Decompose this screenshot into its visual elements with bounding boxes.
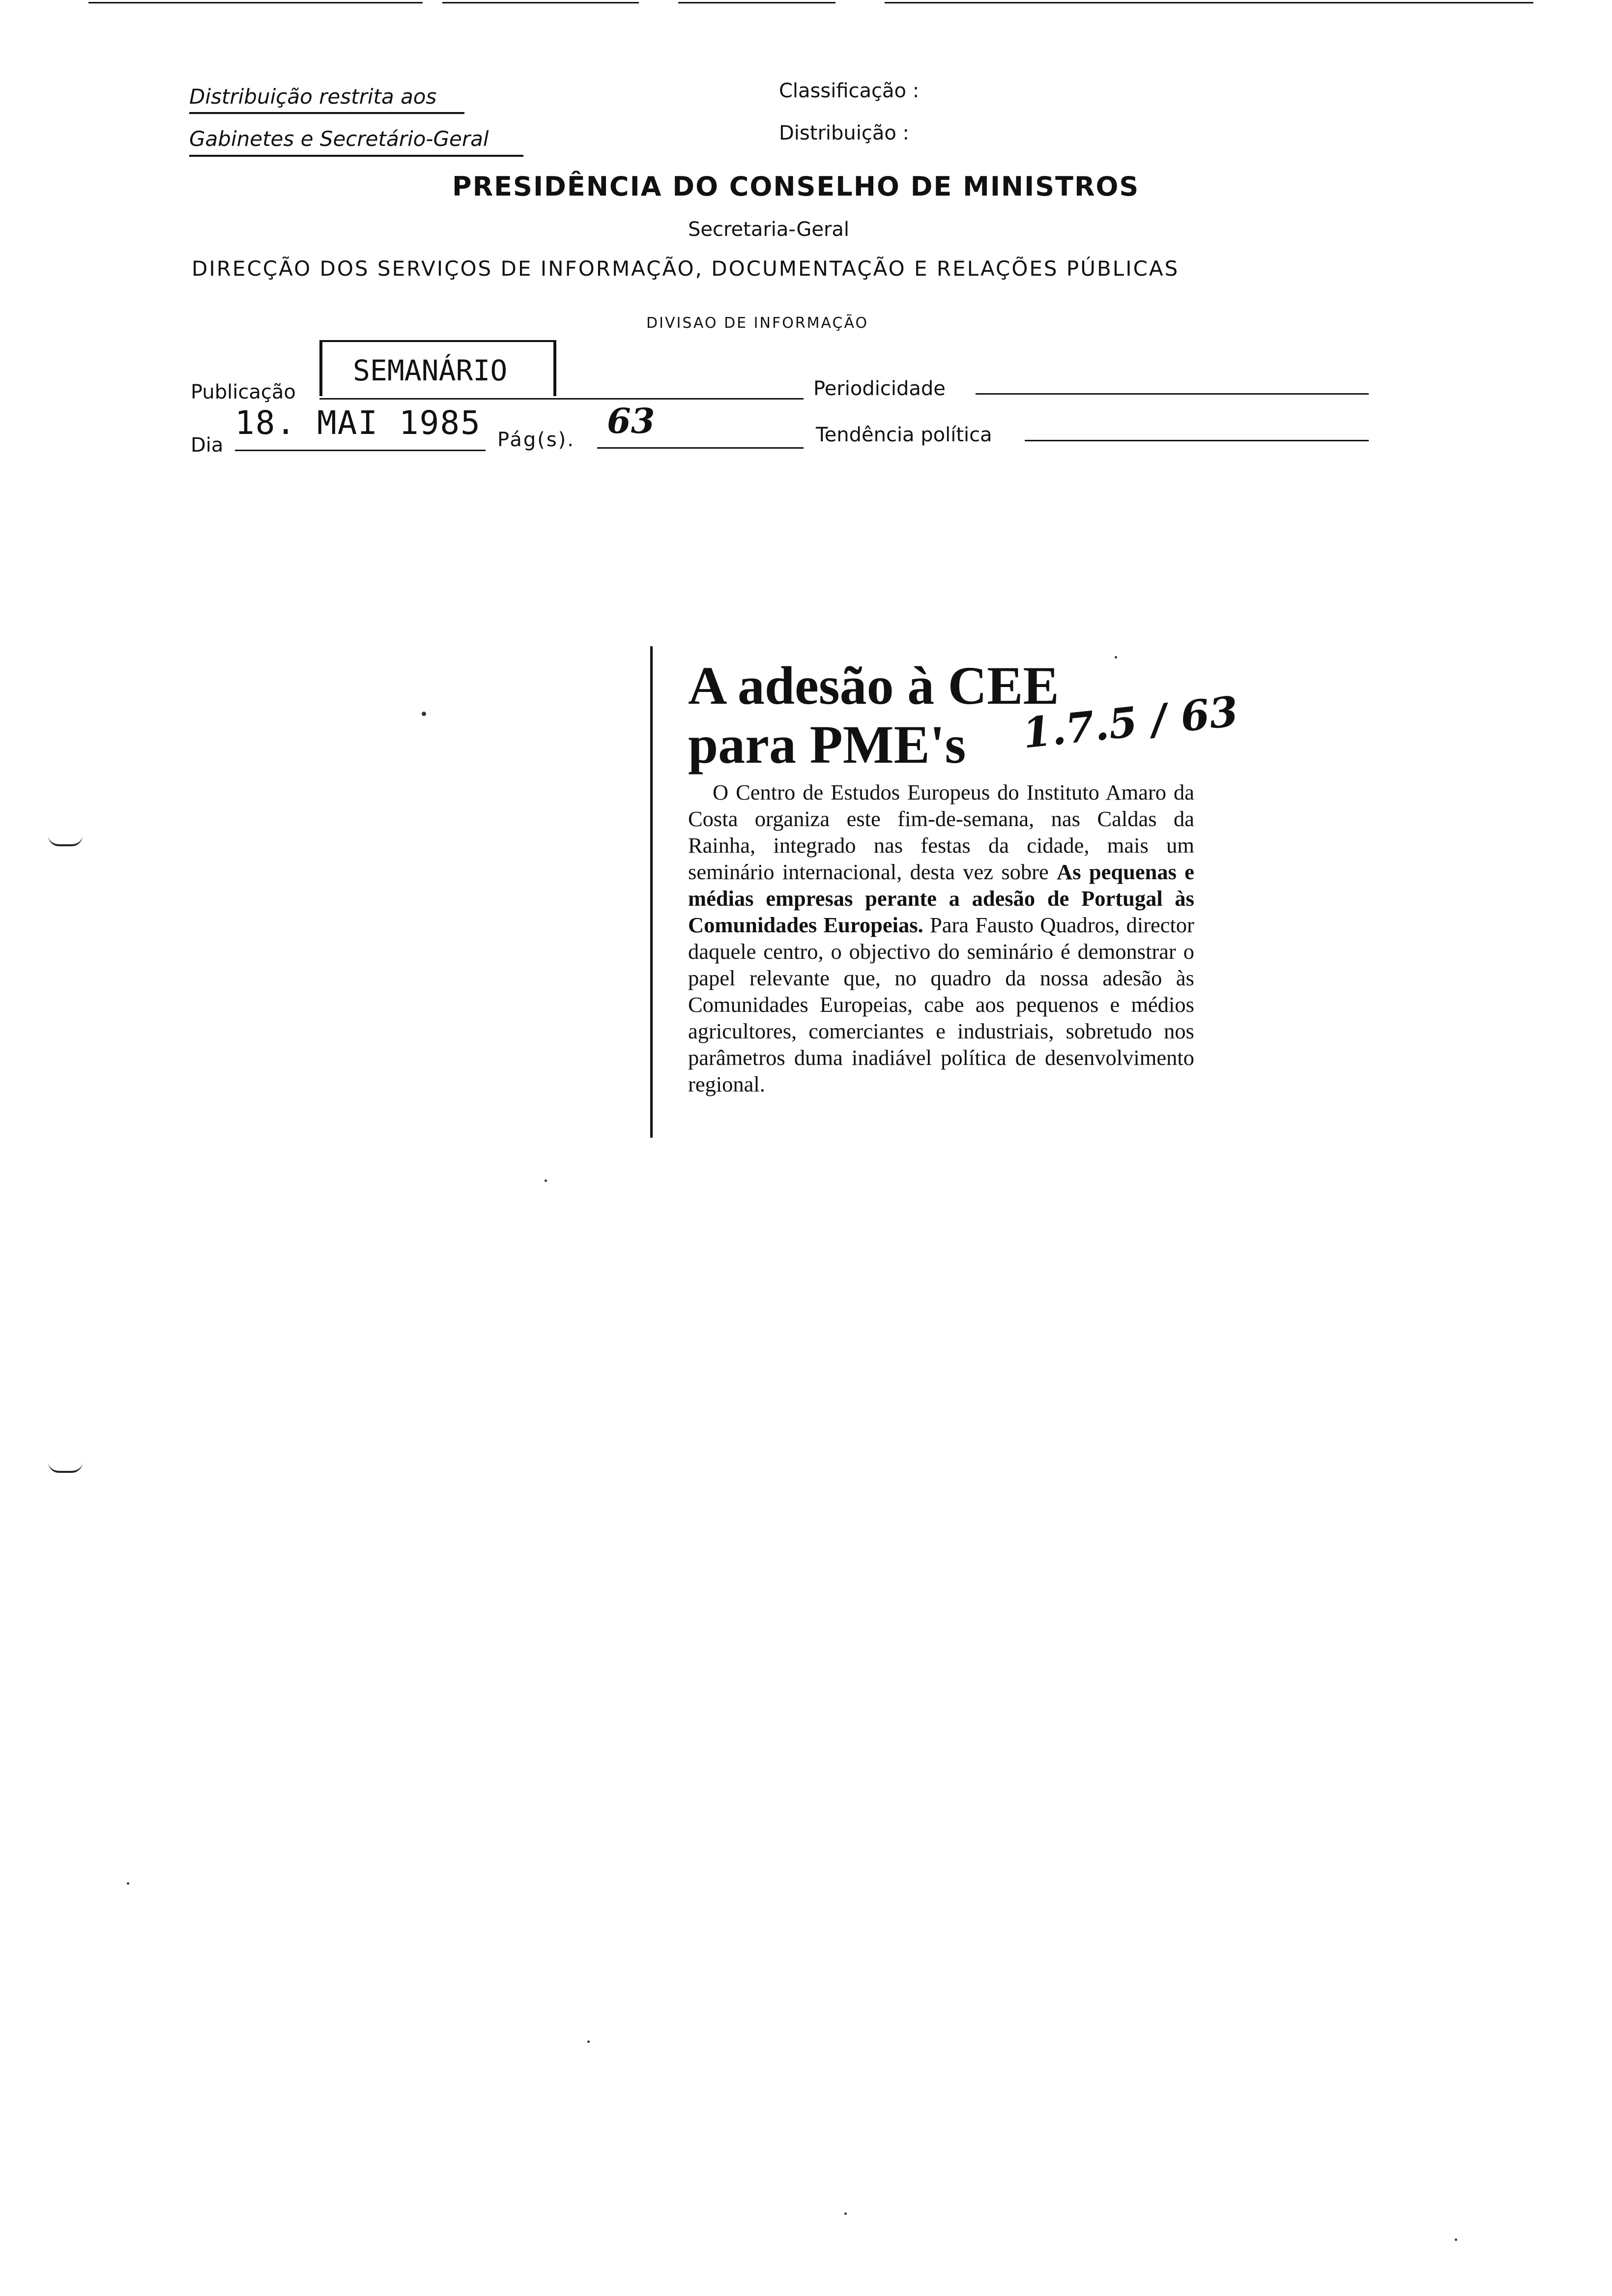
scan-edge-line <box>885 2 1533 3</box>
distribution-restricted-line1: Distribuição restrita aos <box>189 85 437 109</box>
day-value: 18. MAI 1985 <box>235 404 481 442</box>
scan-speck <box>844 2212 847 2215</box>
scan-edge-line <box>678 2 835 3</box>
publication-value: SEMANÁRIO <box>353 354 508 387</box>
underline <box>189 155 523 157</box>
presidency-title: PRESIDÊNCIA DO CONSELHO DE MINISTROS <box>452 171 1140 202</box>
pages-value: 63 <box>607 401 655 441</box>
field-line <box>319 398 804 400</box>
periodicity-label: Periodicidade <box>813 377 946 400</box>
secretariat-title: Secretaria-Geral <box>688 218 850 241</box>
directorate-title: DIRECÇÃO DOS SERVIÇOS DE INFORMAÇÃO, DOCUMENTAÇÃO E RELAÇÕES PÚBLICAS <box>192 257 1180 281</box>
scan-speck <box>127 1882 129 1885</box>
margin-mark <box>48 835 83 846</box>
distribution-restricted-line2: Gabinetes e Secretário-Geral <box>189 127 489 151</box>
scan-speck <box>1455 2239 1457 2241</box>
scan-edge-line <box>442 2 639 3</box>
scan-edge-line <box>88 2 423 3</box>
field-line <box>597 447 804 449</box>
political-tendency-label: Tendência política <box>816 424 992 446</box>
field-line <box>235 450 486 451</box>
scan-speck <box>545 1179 547 1182</box>
field-line <box>976 393 1369 395</box>
scan-speck <box>422 712 426 716</box>
article-body-intro: O Centro de Estudos Europeus do Instituto Amaro da Costa organiza este fim-de-semana, nas Caldas da Rainha, integrado nas festas da cidade, mais um seminário internacional, desta vez sobre <box>688 780 1194 884</box>
underline <box>189 112 464 114</box>
clipping-left-rule <box>650 646 653 1138</box>
division-title: DIVISAO DE INFORMAÇÃO <box>646 315 869 332</box>
day-label: Dia <box>191 434 224 457</box>
article-headline-line2: para PME's <box>688 715 966 775</box>
pages-label: Pág(s). <box>497 429 575 451</box>
field-line <box>1025 440 1369 441</box>
classification-label: Classificação : <box>779 80 920 102</box>
distribution-label: Distribuição : <box>779 122 910 144</box>
margin-mark <box>48 1462 83 1473</box>
handwritten-note: 1.7.5 / 63 <box>1020 687 1240 758</box>
article-headline-line1: A adesão à CEE <box>688 656 1059 716</box>
article-body-rest: Para Fausto Quadros, director daquele centro, o objectivo do seminário é demonstrar o papel relevante que, no quadro da nossa adesão às Comunidades Europeias, cabe aos pequenos e médios agricultores, comerciantes e industriais, sobretudo nos parâmetros duma inadiável política de desenvolvimento regional. <box>688 913 1194 1096</box>
scan-speck <box>1115 656 1117 659</box>
publication-label: Publicação <box>191 381 296 403</box>
scan-speck <box>587 2040 590 2043</box>
article-body <box>688 779 1194 1097</box>
article-body-bold: As pequenas e médias empresas perante a adesão de Portugal às Comunidades Europeias. <box>688 860 1194 937</box>
